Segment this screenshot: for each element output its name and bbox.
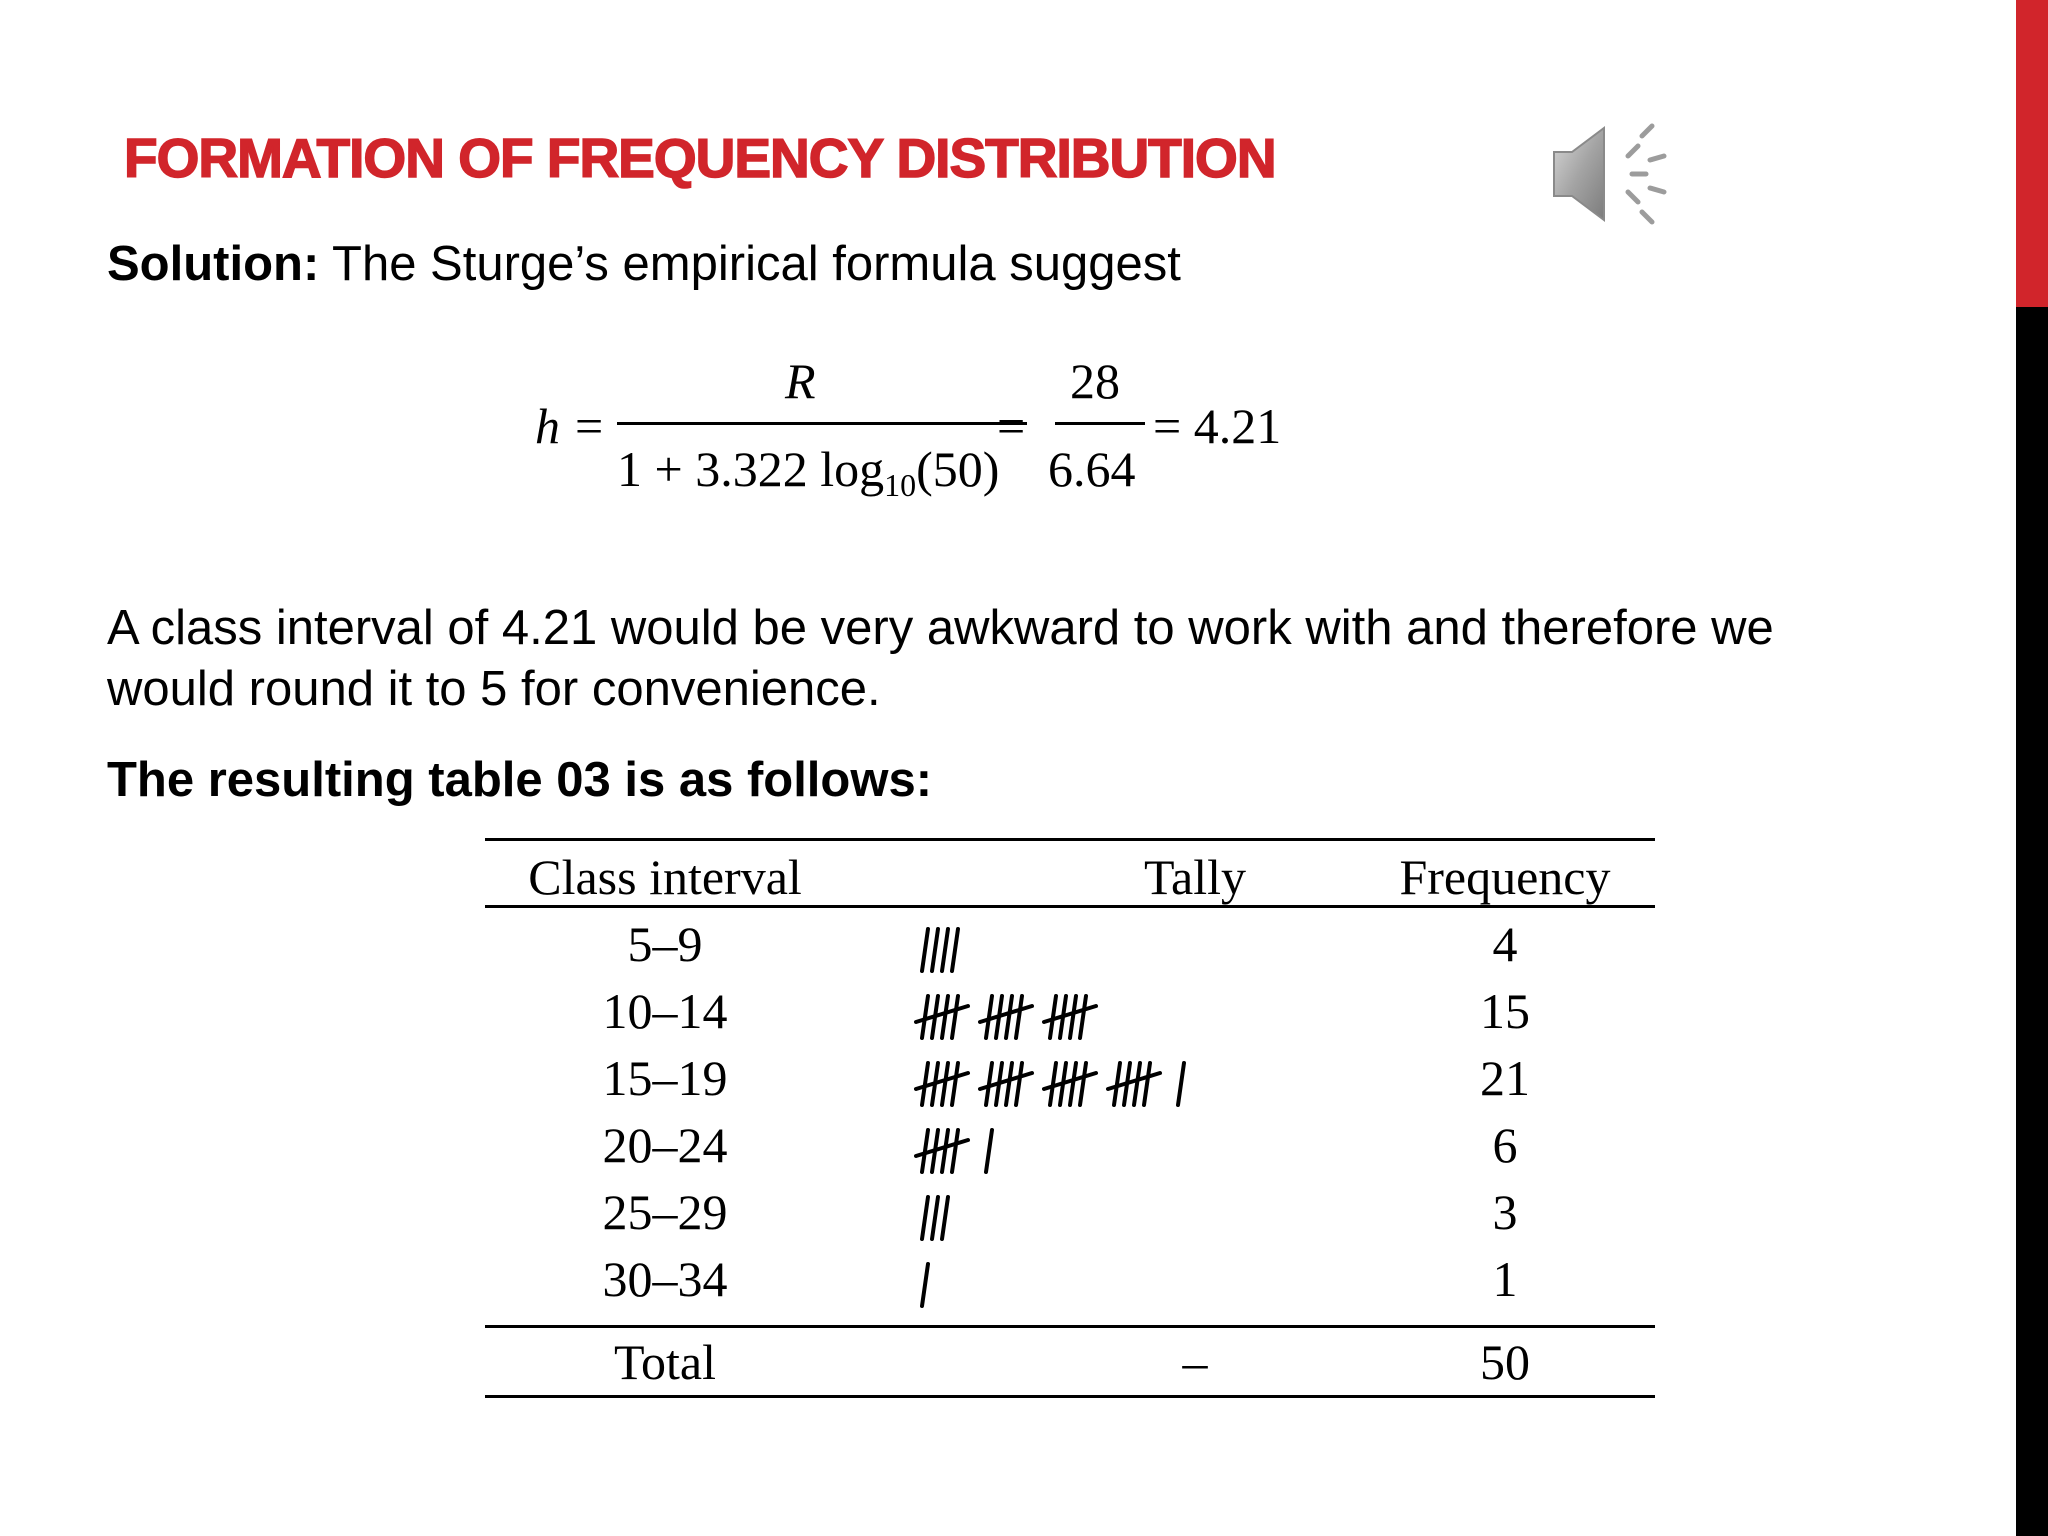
- sturges-formula: [535, 350, 1295, 505]
- total-frequency: 50: [1480, 1334, 1530, 1390]
- formula-numerator-2: 28: [1070, 353, 1120, 409]
- table-total-rule: [485, 1325, 1655, 1328]
- tally-stroke: [1080, 1063, 1086, 1105]
- tally-stroke: [952, 1063, 958, 1105]
- tally-stroke: [1144, 1063, 1150, 1105]
- tally-stroke: [942, 1197, 948, 1239]
- explanation-paragraph: [107, 598, 1947, 720]
- tally-stroke: [952, 996, 958, 1038]
- tally-stroke: [922, 1197, 928, 1239]
- row-5-tally: [910, 1193, 1230, 1243]
- row-2-frequency: 15: [1480, 983, 1530, 1039]
- header-frequency: Frequency: [1399, 849, 1611, 905]
- tally-stroke: [952, 929, 958, 971]
- formula-denominator: 1 + 3.322 $\log_{10}(50)$: [617, 441, 1000, 503]
- row-1-tally: [910, 925, 1230, 975]
- tally-stroke: [1134, 1063, 1140, 1105]
- slide-side-bar-accent: [2016, 0, 2048, 307]
- tally-stroke: [1016, 1063, 1022, 1105]
- formula-fraction-bar: [617, 422, 1027, 425]
- tally-stroke: [922, 929, 928, 971]
- header-class-interval: Class interval: [528, 849, 802, 905]
- table-bottom-rule: [485, 1395, 1655, 1398]
- tally-stroke: [1178, 1063, 1184, 1105]
- tally-stroke: [942, 996, 948, 1038]
- row-4-tally: [910, 1126, 1230, 1176]
- tally-stroke: [922, 1264, 928, 1306]
- table-intro: The resulting table 03 is as follows:: [107, 753, 933, 807]
- explanation-line-2: would round it to 5 for convenience.: [107, 662, 881, 716]
- formula-result: = 4.21: [1153, 398, 1282, 454]
- formula-denominator-2: 6.64: [1048, 441, 1136, 497]
- formula-numerator: R: [785, 353, 816, 409]
- header-tally: Tally: [1143, 849, 1247, 905]
- formula-lhs: h: [535, 398, 560, 454]
- tally-stroke: [1070, 996, 1076, 1038]
- row-3-tally: [910, 1059, 1230, 1109]
- row-2-interval: 10–14: [602, 983, 728, 1039]
- formula-equals-2: =: [997, 398, 1026, 454]
- row-5-interval: 25–29: [602, 1184, 728, 1240]
- tally-stroke: [942, 929, 948, 971]
- tally-stroke: [1070, 1063, 1076, 1105]
- tally-stroke: [1080, 996, 1086, 1038]
- solution-label: Solution:: [107, 237, 320, 291]
- tally-stroke: [986, 1130, 992, 1172]
- row-4-interval: 20–24: [602, 1117, 728, 1173]
- explanation-line-1: A class interval of 4.21 would be very awkward to work with and therefore we: [107, 601, 1774, 655]
- row-4-frequency: 6: [1492, 1117, 1518, 1173]
- row-3-interval: 15–19: [602, 1050, 728, 1106]
- table-top-rule: [485, 838, 1655, 841]
- row-3-frequency: 21: [1480, 1050, 1530, 1106]
- row-2-tally: [910, 992, 1230, 1042]
- row-6-tally: [910, 1260, 1230, 1310]
- row-5-frequency: 3: [1492, 1184, 1518, 1240]
- slide-side-bar: [2016, 0, 2048, 1536]
- slide-title: FORMATION OF FREQUENCY DISTRIBUTION: [124, 127, 1276, 189]
- frequency-table: [485, 838, 1655, 1403]
- total-label: Total: [613, 1334, 717, 1390]
- formula-equals: =: [575, 398, 604, 454]
- tally-stroke: [942, 1063, 948, 1105]
- tally-stroke: [932, 1197, 938, 1239]
- tally-stroke: [1006, 1063, 1012, 1105]
- total-tally: –: [1182, 1334, 1208, 1390]
- formula-fraction-bar-2: [1055, 422, 1145, 425]
- table-header-rule: [485, 905, 1655, 908]
- solution-text: The Sturge’s empirical formula suggest: [319, 237, 1181, 291]
- row-6-interval: 30–34: [602, 1251, 728, 1307]
- tally-stroke: [942, 1130, 948, 1172]
- solution-line: [107, 236, 1181, 292]
- row-1-frequency: 4: [1492, 916, 1518, 972]
- tally-stroke: [932, 929, 938, 971]
- row-1-interval: 5–9: [627, 916, 703, 972]
- speaker-icon[interactable]: [1552, 122, 1668, 226]
- tally-stroke: [952, 1130, 958, 1172]
- tally-stroke: [1006, 996, 1012, 1038]
- row-6-frequency: 1: [1492, 1251, 1518, 1307]
- tally-stroke: [1016, 996, 1022, 1038]
